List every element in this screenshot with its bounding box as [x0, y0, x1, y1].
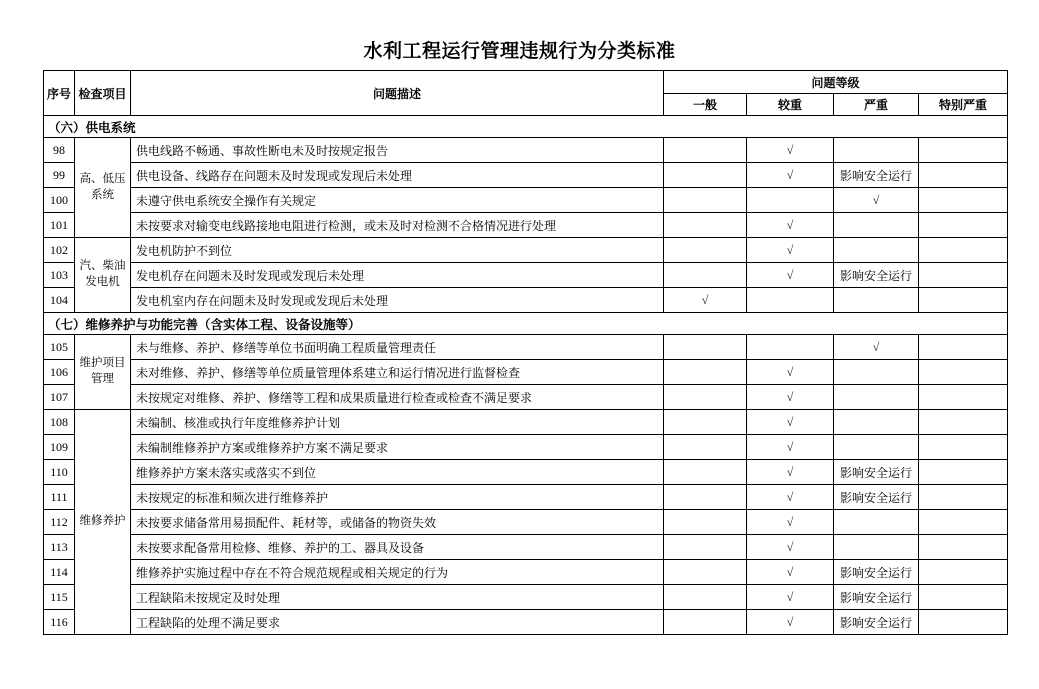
level-moderate: √ [747, 263, 834, 288]
row-desc: 未与维修、养护、修缮等单位书面明确工程质量管理责任 [131, 335, 664, 360]
table-row [44, 610, 1008, 635]
level-general [664, 460, 747, 485]
level-severe: 影响安全运行 [834, 610, 919, 635]
level-moderate: √ [747, 213, 834, 238]
level-extreme [919, 410, 1008, 435]
row-seq: 115 [44, 585, 75, 610]
level-general [664, 163, 747, 188]
level-extreme [919, 138, 1008, 163]
level-moderate: √ [747, 560, 834, 585]
row-desc: 供电线路不畅通、事故性断电未及时按规定报告 [131, 138, 664, 163]
level-severe: √ [834, 335, 919, 360]
table-row [44, 163, 1008, 188]
level-extreme [919, 585, 1008, 610]
level-severe: 影响安全运行 [834, 460, 919, 485]
level-extreme [919, 485, 1008, 510]
level-moderate: √ [747, 535, 834, 560]
level-severe [834, 238, 919, 263]
row-seq: 113 [44, 535, 75, 560]
level-general [664, 560, 747, 585]
row-desc: 未按要求储备常用易损配件、耗材等，或储备的物资失效 [131, 510, 664, 535]
row-desc: 未按要求配备常用检修、维修、养护的工、器具及设备 [131, 535, 664, 560]
level-general [664, 385, 747, 410]
level-severe [834, 138, 919, 163]
row-desc: 未遵守供电系统安全操作有关规定 [131, 188, 664, 213]
level-general [664, 360, 747, 385]
level-moderate: √ [747, 360, 834, 385]
table-row [44, 360, 1008, 385]
level-general [664, 485, 747, 510]
level-extreme [919, 288, 1008, 313]
header-level-severe: 严重 [834, 94, 919, 116]
header-seq: 序号 [44, 71, 75, 116]
section-title: （七）维修养护与功能完善（含实体工程、设备设施等） [44, 313, 1008, 335]
level-severe [834, 535, 919, 560]
row-desc: 维修养护方案未落实或落实不到位 [131, 460, 664, 485]
table-row [44, 385, 1008, 410]
table-header [44, 71, 1008, 116]
level-severe [834, 288, 919, 313]
level-extreme [919, 460, 1008, 485]
row-desc: 发电机存在问题未及时发现或发现后未处理 [131, 263, 664, 288]
row-desc: 发电机室内存在问题未及时发现或发现后未处理 [131, 288, 664, 313]
section-title: （六）供电系统 [44, 116, 1008, 138]
level-severe: √ [834, 188, 919, 213]
level-general [664, 585, 747, 610]
row-seq: 111 [44, 485, 75, 510]
row-desc: 未按规定对维修、养护、修缮等工程和成果质量进行检查或检查不满足要求 [131, 385, 664, 410]
header-level-group: 问题等级 [664, 71, 1008, 94]
row-seq: 105 [44, 335, 75, 360]
row-seq: 101 [44, 213, 75, 238]
row-seq: 100 [44, 188, 75, 213]
level-general: √ [664, 288, 747, 313]
row-seq: 114 [44, 560, 75, 585]
table-row [44, 288, 1008, 313]
level-general [664, 138, 747, 163]
level-moderate: √ [747, 610, 834, 635]
table-row [44, 560, 1008, 585]
level-extreme [919, 535, 1008, 560]
row-seq: 116 [44, 610, 75, 635]
level-extreme [919, 385, 1008, 410]
row-seq: 112 [44, 510, 75, 535]
row-seq: 110 [44, 460, 75, 485]
row-desc: 未对维修、养护、修缮等单位质量管理体系建立和运行情况进行监督检查 [131, 360, 664, 385]
row-desc: 供电设备、线路存在问题未及时发现或发现后未处理 [131, 163, 664, 188]
level-extreme [919, 188, 1008, 213]
level-moderate: √ [747, 585, 834, 610]
table-row [44, 435, 1008, 460]
level-severe [834, 410, 919, 435]
table-row [44, 460, 1008, 485]
level-severe: 影响安全运行 [834, 485, 919, 510]
table-row [44, 485, 1008, 510]
level-severe: 影响安全运行 [834, 585, 919, 610]
level-extreme [919, 213, 1008, 238]
group-cell: 汽、柴油发电机 [75, 238, 131, 313]
level-moderate: √ [747, 485, 834, 510]
level-extreme [919, 163, 1008, 188]
level-extreme [919, 610, 1008, 635]
row-desc: 工程缺陷的处理不满足要求 [131, 610, 664, 635]
level-extreme [919, 510, 1008, 535]
row-seq: 98 [44, 138, 75, 163]
row-desc: 未编制维修养护方案或维修养护方案不满足要求 [131, 435, 664, 460]
section-header-row [44, 116, 1008, 138]
level-general [664, 188, 747, 213]
level-general [664, 238, 747, 263]
level-moderate: √ [747, 435, 834, 460]
level-extreme [919, 263, 1008, 288]
level-general [664, 610, 747, 635]
table-row [44, 510, 1008, 535]
level-extreme [919, 560, 1008, 585]
header-level-general: 一般 [664, 94, 747, 116]
table-row [44, 535, 1008, 560]
row-seq: 99 [44, 163, 75, 188]
level-moderate: √ [747, 138, 834, 163]
level-severe: 影响安全运行 [834, 163, 919, 188]
table-body [44, 116, 1008, 635]
level-general [664, 435, 747, 460]
table-row [44, 213, 1008, 238]
row-desc: 未按要求对输变电线路接地电阻进行检测，或未及时对检测不合格情况进行处理 [131, 213, 664, 238]
level-moderate: √ [747, 410, 834, 435]
table-row [44, 238, 1008, 263]
level-severe [834, 510, 919, 535]
header-item: 检查项目 [75, 71, 131, 116]
row-desc: 未编制、核准或执行年度维修养护计划 [131, 410, 664, 435]
table-row [44, 138, 1008, 163]
header-level-extreme: 特别严重 [919, 94, 1008, 116]
row-seq: 104 [44, 288, 75, 313]
level-general [664, 535, 747, 560]
classification-table [43, 70, 1008, 635]
group-cell: 维护项目管理 [75, 335, 131, 410]
row-desc: 维修养护实施过程中存在不符合规范规程或相关规定的行为 [131, 560, 664, 585]
row-seq: 106 [44, 360, 75, 385]
table-row [44, 410, 1008, 435]
level-extreme [919, 335, 1008, 360]
level-severe: 影响安全运行 [834, 263, 919, 288]
level-extreme [919, 360, 1008, 385]
row-seq: 109 [44, 435, 75, 460]
table-row [44, 335, 1008, 360]
page-title: 水利工程运行管理违规行为分类标准 [363, 41, 676, 62]
header-desc: 问题描述 [131, 71, 664, 116]
group-cell: 维修养护 [75, 410, 131, 635]
level-general [664, 410, 747, 435]
level-severe [834, 385, 919, 410]
level-moderate [747, 335, 834, 360]
row-desc: 工程缺陷未按规定及时处理 [131, 585, 664, 610]
table-row [44, 263, 1008, 288]
level-severe [834, 213, 919, 238]
level-extreme [919, 238, 1008, 263]
level-moderate [747, 188, 834, 213]
row-seq: 108 [44, 410, 75, 435]
level-moderate: √ [747, 510, 834, 535]
table-row [44, 585, 1008, 610]
header-level-moderate: 较重 [747, 94, 834, 116]
row-desc: 发电机防护不到位 [131, 238, 664, 263]
level-general [664, 510, 747, 535]
row-seq: 107 [44, 385, 75, 410]
level-general [664, 213, 747, 238]
level-general [664, 263, 747, 288]
level-severe: 影响安全运行 [834, 560, 919, 585]
level-moderate [747, 288, 834, 313]
level-severe [834, 360, 919, 385]
row-desc: 未按规定的标准和频次进行维修养护 [131, 485, 664, 510]
table-row [44, 188, 1008, 213]
section-header-row [44, 313, 1008, 335]
row-seq: 102 [44, 238, 75, 263]
level-moderate: √ [747, 238, 834, 263]
level-moderate: √ [747, 385, 834, 410]
row-seq: 103 [44, 263, 75, 288]
level-general [664, 335, 747, 360]
level-extreme [919, 435, 1008, 460]
level-moderate: √ [747, 163, 834, 188]
level-severe [834, 435, 919, 460]
level-moderate: √ [747, 460, 834, 485]
group-cell: 高、低压系统 [75, 138, 131, 238]
